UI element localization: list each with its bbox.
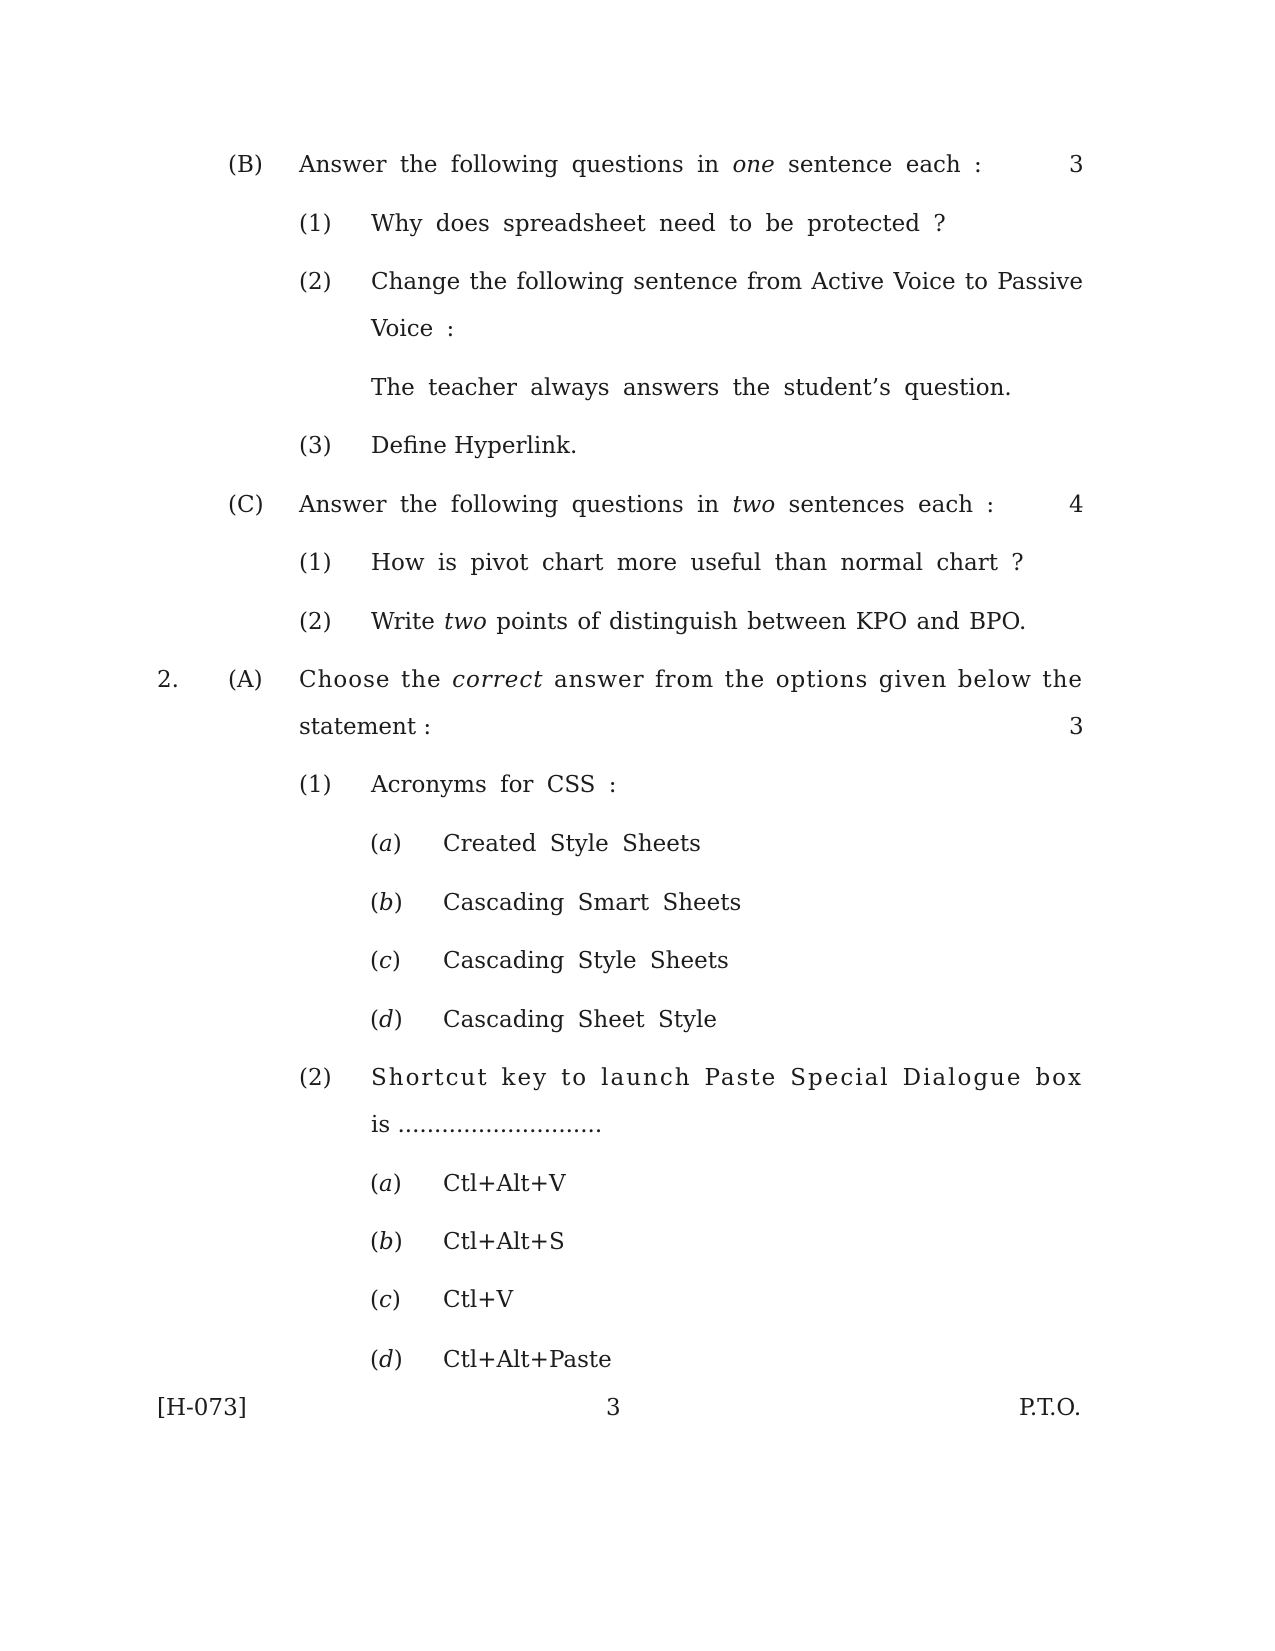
a-q1-option-a-letter: (a): [370, 831, 402, 857]
q2-section-a-instruction-line1: Choose the correct answer from the options given below the: [299, 667, 1084, 693]
b-q3-number: (3): [299, 433, 332, 459]
b-q2-line1: Change the following sentence from Active Voice to Passive: [371, 269, 1083, 295]
a-q2-line2: is ............................: [371, 1112, 603, 1138]
section-c-marks: 4: [1069, 492, 1084, 518]
a-q1-option-b-letter: (b): [370, 890, 403, 916]
a-q2-option-a-letter: (a): [370, 1171, 402, 1197]
a-q1-number: (1): [299, 772, 332, 798]
a-q2-option-c-text: Ctl+V: [443, 1287, 514, 1313]
b-q2-sentence: The teacher always answers the student’s question.: [371, 375, 1012, 401]
b-q1-number: (1): [299, 211, 332, 237]
c-q1-text: How is pivot chart more useful than normal chart ?: [371, 550, 1024, 576]
a-q2-option-b-text: Ctl+Alt+S: [443, 1229, 565, 1255]
footer-pto: P.T.O.: [1019, 1395, 1082, 1421]
c-q2-text: Write two points of distinguish between KPO and BPO.: [371, 609, 1027, 635]
a-q1-option-b-text: Cascading Smart Sheets: [443, 890, 742, 916]
q2-section-a-marks: 3: [1069, 714, 1084, 740]
section-b-instruction: Answer the following questions in one sentence each :: [299, 152, 982, 178]
a-q1-option-d-letter: (d): [370, 1007, 403, 1033]
a-q2-option-b-letter: (b): [370, 1229, 403, 1255]
section-b-marks: 3: [1069, 152, 1084, 178]
section-c-instruction: Answer the following questions in two sentences each :: [299, 492, 995, 518]
c-q1-number: (1): [299, 550, 332, 576]
q2-section-a-label: (A): [228, 667, 263, 693]
footer-paper-code: [H-073]: [157, 1395, 247, 1421]
a-q2-number: (2): [299, 1065, 332, 1091]
b-q2-line2: Voice :: [371, 316, 455, 342]
a-q1-option-c-text: Cascading Style Sheets: [443, 948, 729, 974]
a-q2-line1: Shortcut key to launch Paste Special Dialogue box: [371, 1065, 1083, 1091]
question-2-number: 2.: [157, 667, 179, 693]
b-q3-text: Define Hyperlink.: [371, 433, 578, 459]
q2-section-a-instruction-line2: statement :: [299, 714, 432, 740]
a-q1-option-a-text: Created Style Sheets: [443, 831, 701, 857]
a-q2-option-d-letter: (d): [370, 1347, 403, 1373]
section-c-label: (C): [228, 492, 264, 518]
a-q1-option-c-letter: (c): [370, 948, 401, 974]
c-q2-number: (2): [299, 609, 332, 635]
b-q2-number: (2): [299, 269, 332, 295]
a-q2-option-d-text: Ctl+Alt+Paste: [443, 1347, 612, 1373]
a-q1-text: Acronyms for CSS :: [371, 772, 617, 798]
section-b-label: (B): [228, 152, 263, 178]
b-q1-text: Why does spreadsheet need to be protected ?: [371, 211, 946, 237]
a-q1-option-d-text: Cascading Sheet Style: [443, 1007, 717, 1033]
a-q2-option-a-text: Ctl+Alt+V: [443, 1171, 566, 1197]
a-q2-option-c-letter: (c): [370, 1287, 401, 1313]
footer-page-number: 3: [606, 1395, 621, 1421]
